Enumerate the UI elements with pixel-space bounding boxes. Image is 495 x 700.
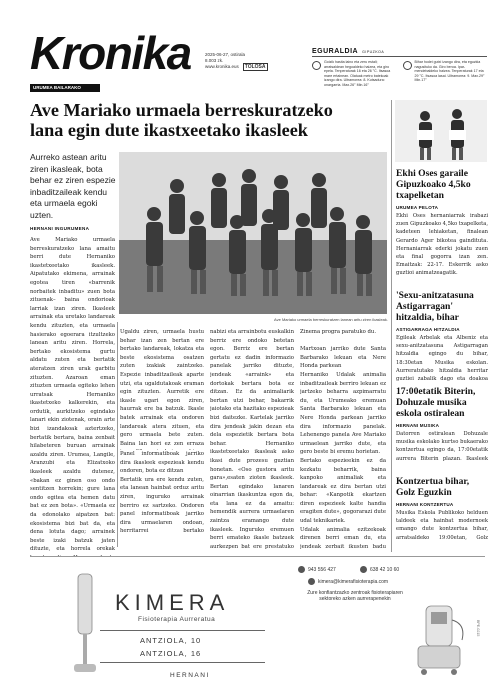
article-text-2b: Bertatik ura ere kendu zuten, eta lanean hainbat orduz aritu ziren, inguruko arrainak berriro ez sartzeko. Ondoren panel informatiboak jarriko dira urmaelaren ondoan, herritarrei bertako — [120, 476, 204, 534]
weather-tomorrow: Bihar hodei gutxi izango dira, eta eguzkia nagusituko da. Giro beroa. Ipar-mendebaldeko haizea. Tenperaturak 17 eta 29 °C. Itsasoa lasai. Ultramorea: 9. Max.29° Min.17° — [414, 60, 485, 83]
ad-phone-2[interactable]: 638 42 10 60 — [360, 566, 399, 573]
sun-icon — [403, 61, 412, 70]
sidebar-body-2: Egileak Arbelak eta Albeniz eta sexu-anitzatasuna Astigarragan hitzaldia egingo du bihar, 18:30etan Musika eskolan. Aurreratutako hitzaldia herritar guztiei zabalik dago eta doakoa — [396, 335, 488, 383]
weather-today: Goizik hasita laino eta zeru estali; arratsaldean hegoaldeko haizea, eta giro epela. Tenperaturak 16 eta 26 °C. Itsasoa mare ertainean. Olatuak metro batekoak izango dira. Ultramorea: 8. Kutsadura: onargarria. Max.26° Min.16° — [324, 60, 391, 87]
shockwave-machine-icon — [410, 600, 470, 678]
article-text-3: nabizi eta arrainbotu euskalkin berriz ere ondoko betetan egon. Berriz ere bertan gertatu ez dadin informazio panelak jarriko dituzte, jendeak «arraink» eta dortokak bertara bota ez ditzan. Ez da animaliarik bertan utzi behar, bakarrik jaiotako eta hazitako espezieak bizi daitezke. Kartelak jarriko dira jendeak jakin dezan eta dela espezietik bertara bota behar. Hernaniko ikastetxeetako ikasleak asko ikasi dute prozesu guztian honetan. «Oso gustora aritu gara»,esaten zioten ikasleek. Bertan egindako lanaren oinarrian ikaskuntza egon da, eta lana ez da amaitu: hemendik aurrera urmaelaren zaintza eramango dute ikasleek. Inguruko eremuen berri emateko ikasle batzuek aurkezpen bat ere prestatuko — [210, 329, 294, 550]
cloud-icon — [312, 61, 321, 70]
ad-city: HERNANI — [170, 672, 210, 679]
ad-brand: KIMERA — [115, 590, 230, 615]
article-text-2: Ugaldu ziren, urmaela hustu behar izan zen bertan ere bertako landareak, lokatza eta beste ekosistema osatzen zuten izakiak zaintzeko. Espezie inbaditzaileak aparte utzi, eta ugaldutakoak eraman egin zituzten. Aurretik ere ikasle ugari egon ziren, haurrak ere ba batzuk. Ikasle batek arrainak eta ondoren landareak atera zituen, eta gero urmaela bete zuten. Baina lan hori ez zen erraza — [120, 329, 204, 447]
sidebar-body-1: Ekhi Oses hernaniarrak irabazi zuen Gipuzkoako 4,5ko txapelketa, kadeteen lehiaketan, finalean Gerardo Ager bikotea gaindituta. Hernaniarrak ederki jokatu zuen eta final gogorra izan zen. Emaitzak: 22-17. Eskerrik asko guztioi animatzeagatik. — [396, 213, 488, 277]
sidebar-tag-3: HERNANI MUSIKA — [396, 423, 440, 428]
sponsor-logo: TOLOSA — [244, 64, 266, 70]
mail-icon — [308, 578, 315, 585]
column-divider — [117, 322, 118, 547]
sidebar-body-3: Datorren ostiralean Dohuzale musika eskolako kurtso bukaerako kontzertua egingo da, 17:00etatik aurrera Biterin plazan. Ikasleek — [396, 431, 488, 462]
section-label: URUMEA BAILARAKO EGUNKARIA — [30, 84, 100, 92]
sidebar-story-1 — [396, 168, 488, 278]
sidebar-story-2 — [396, 290, 488, 384]
sidebar-headline-1: Ekhi Oses garaile Gipuzkoako 4,5ko txapelketan — [396, 168, 471, 201]
ad-rule-1 — [100, 630, 265, 631]
ad-tagline: Zure konfiantzazko zentroak fisioterapiaren sektoreko azken aurrerapenekin — [307, 590, 403, 603]
ad-code: BPE-0215 — [476, 620, 480, 637]
sidebar-tag-1: URUMEA PELOTA — [396, 205, 439, 210]
ad-device-right — [410, 600, 470, 678]
masthead-meta — [205, 52, 295, 70]
site-url: www.kronika.eus — [205, 64, 239, 69]
issue-number: 8.003 zk. — [205, 58, 224, 63]
ad-divider — [30, 556, 485, 557]
sidebar-headline-4: Kontzertua bihar, Golz Eguzkin — [396, 476, 470, 498]
sidebar-photo — [395, 100, 487, 162]
ad-rule-2 — [100, 662, 265, 663]
ad-email[interactable]: kimera@kimerafisioterapia.com — [308, 578, 388, 585]
sidebar-tag-2: ASTIGARRAGA HITZALDIA — [396, 327, 460, 332]
ad-address-1: ANTZIOLA, 10 — [140, 636, 202, 645]
whatsapp-icon — [360, 566, 367, 573]
weather-box — [312, 48, 487, 88]
phone-icon — [298, 566, 305, 573]
sidebar-divider — [391, 100, 392, 552]
sidebar-story-4 — [396, 476, 488, 543]
weather-title: EGURALDIA GIPUZKOA — [312, 48, 487, 57]
sidebar-headline-2: 'Sexu-anitzatasuna Astigarragan' hitzaldia, bihar — [396, 290, 474, 323]
article-photo — [119, 152, 387, 314]
article-col-1 — [30, 226, 115, 556]
masthead-logo: Kronika — [30, 27, 191, 79]
ad-phone-1[interactable]: 943 556 427 — [298, 566, 336, 573]
article-deck: Aurreko astean aritu ziren ikasleak, bota behar ez ziren espezie inbaditzaileak kendu eta urmaela egoki uzten. — [30, 152, 116, 220]
article-col-4 — [300, 328, 386, 550]
article-col-3 — [210, 328, 294, 550]
ad-subtitle: Fisioterapia Aurreratua — [138, 616, 216, 623]
sidebar-tag-4: HERNANI KONTZERTUA — [396, 502, 454, 507]
device-icon — [70, 570, 100, 678]
sidebar-body-4: Musika Eskola Publikoko helduen taldeek eta hainbat modernoek emango dute kontzertua bihar, arratsaldeko 19:00etan, Golz — [396, 510, 488, 541]
issue-date: 2025-06-27, ostirala — [205, 52, 246, 57]
group-photo-illustration — [119, 152, 387, 314]
article-text-4: Zinema progra paratuko du. Martxoan jarriko dute Santa Barbarako lekuan eta Nere Honda parkean Hernaniko Udalak animalia inbaditzaileak berriro lekuan ez jartzeko beharra azpimarratu du, eta Urumeako eremuan Santa Barbarako lekuan eta Nere Honda parkean jarriko dira informazio panelak. Lehenengo panela Ave Mariako urmaelean jarriko dute, eta gero beste bi eremu horietan. Bertako espezieekin ez da kezkatu beharrik, baina kanpoko animaliak eta landareak ez dira bertan utzi behar: «Kanpotik ekartzen diren espezieek kalte handia eragiten dute», gogorarazi dute udal teknikariek. Udalak animalia ezitzekoak direnen berri eman du, eta jendeak zerbait ikusten badu — [300, 329, 386, 550]
article-subhead: Panel informatiboak jarriko dira ikasleek espezieak kendu ondoren, bota ez ditzan — [120, 451, 204, 475]
pelota-players-illustration — [395, 100, 487, 162]
article-col-2 — [120, 328, 204, 534]
ad-address-2: ANTZIOLA, 16 — [140, 649, 202, 658]
ad-device-left — [70, 570, 100, 678]
sidebar-headline-3: 17:00etatik Biterin, Dohuzale musika eskola ostiralean — [396, 386, 476, 419]
photo-caption: Ave Mariako urmaela berreskuratzen lanean aritu ziren ikasleak. — [274, 317, 388, 322]
article-byline: HERNANI INGURUMENA — [30, 226, 90, 231]
article-headline: Ave Mariako urmaela berreskuratzeko lana egin dute ikastxeetako ikasleek — [30, 100, 333, 140]
sidebar-story-3 — [396, 386, 488, 464]
article-text-1: Ave Mariako urmaela berreskuratzeko lana amaitu berri dute Hernaniko ikastetxeetako ikasleek. Aipatutako ekimena, arrainak egotea tiren «barrenik norbaitek inbaditu» zuen bota zituenak– baina ondorioak larriak izan ziren. Ikasleek arrainak eta uretako landareak kendu zituzten, eta urmaela hasierako egoerara itzultzeko lanean aritu ziren. Horrela, bertako ekosistema gurtu aldatu zuten eta bertatik ateratzen ziren urak garbitu zituzten. Azaroan eman zituzten urmaela egiteko lehen urratsak Hernaniko ikastetxeko kalkerekin, eta ordutik, aurkitzeko egindako lanari ekin ziotenak, orain arte bizi izandakoak aztertzeko, bertatik bertara, baina zenbait hilabeteren buruan arrainak azaldu ziren. Urumea, Langile, Aranzubi eta Elizatxoko ikasleek azaldu dutenez, «bakan ez ginen oso ondo sentitzen horrekin; gure lana ondo egitea eta hemen datu bat ez zen bota». «Urmaela ez da edonolako aipatzen bat: ekosistema bizi bat da, eta dena lotuta dago; arrainek beste izaki batzuk jaten dituzte, eta horrela orekak — [30, 237, 115, 553]
